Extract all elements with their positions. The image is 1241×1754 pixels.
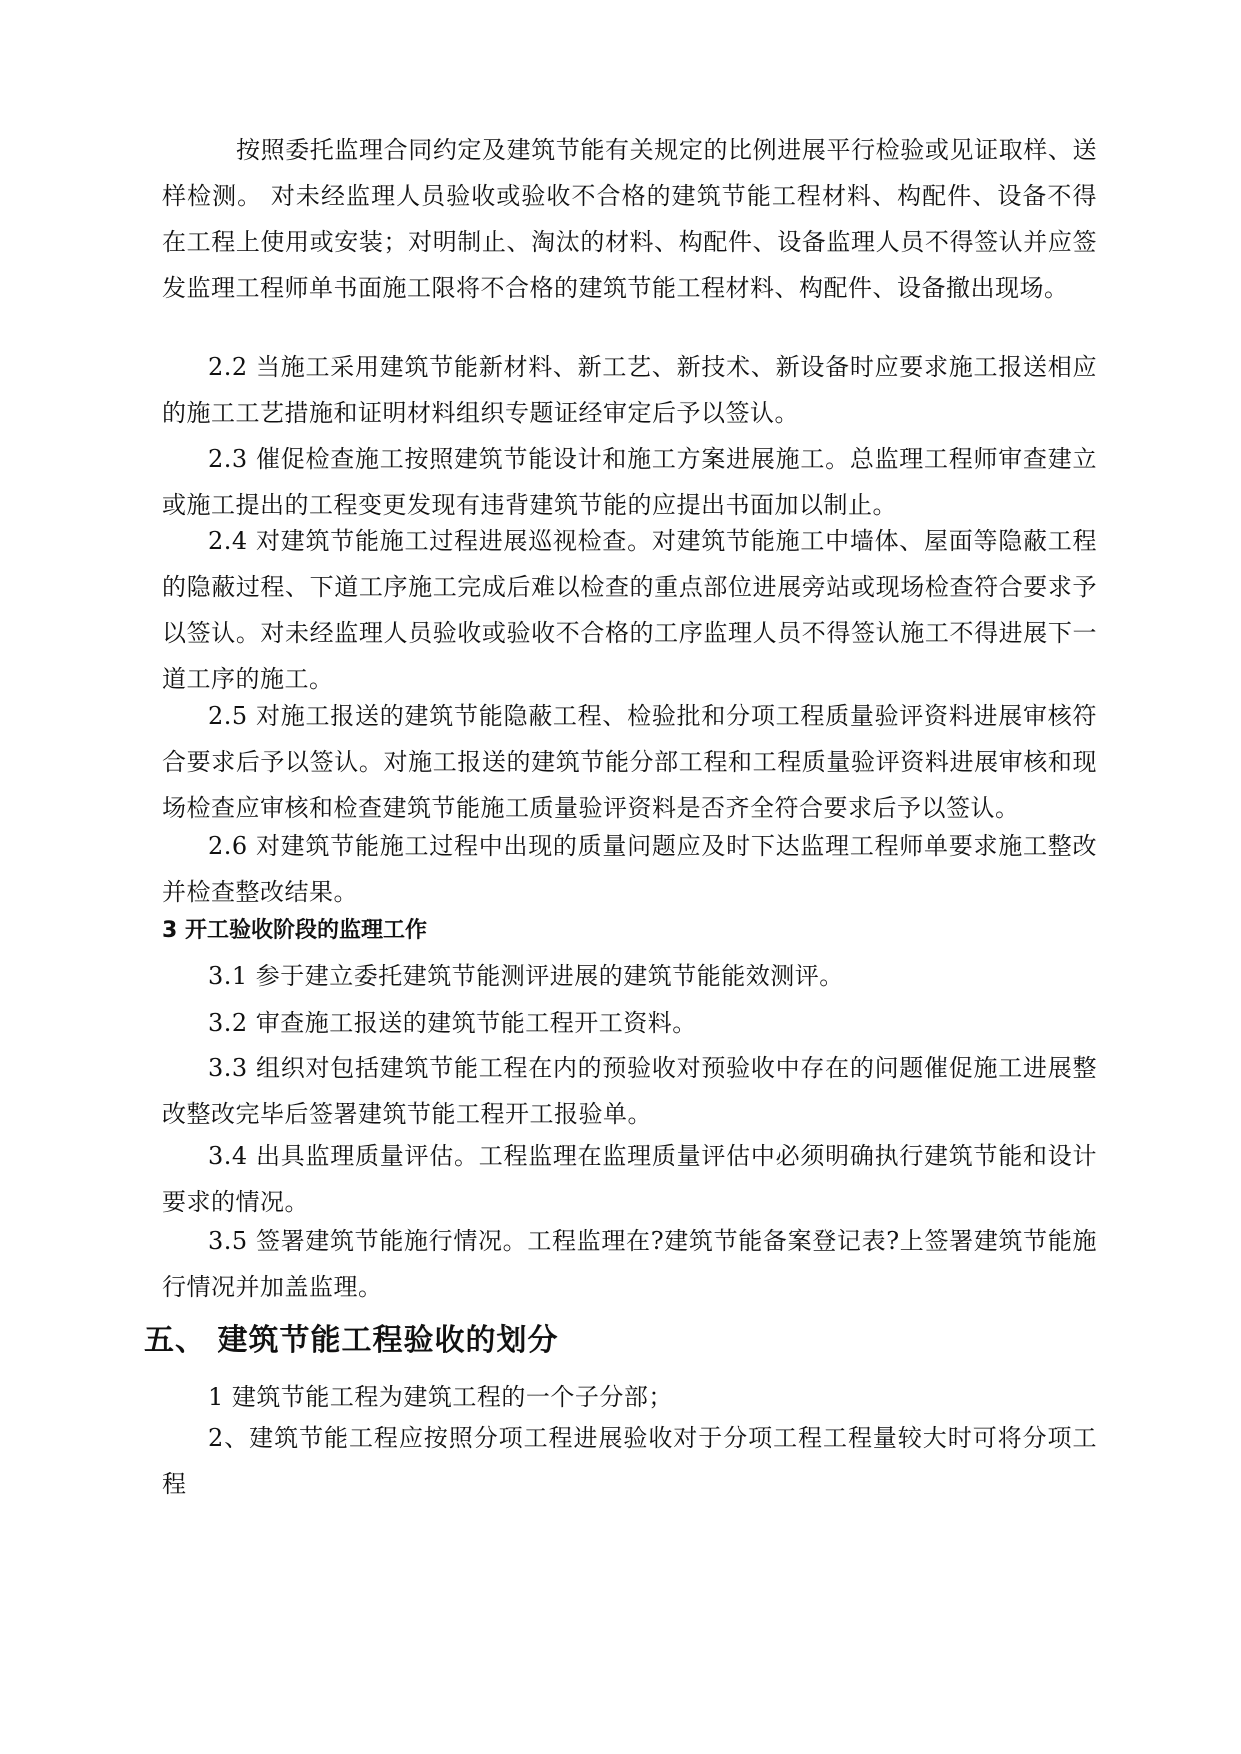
paragraph-3-1: 3.1 参于建立委托建筑节能测评进展的建筑节能能效测评。	[208, 962, 844, 990]
subheading-stage-3: 3 开工验收阶段的监理工作	[162, 918, 427, 943]
paragraph-5-1: 1 建筑节能工程为建筑工程的一个子分部；	[208, 1383, 673, 1411]
paragraph-2-3: 2.3 催促检查施工按照建筑节能设计和施工方案进展施工。总监理工程师审查建立或施工提出的工程变更发现有违背建筑节能的应提出书面加以制止。	[162, 445, 1097, 519]
paragraph-2-4: 2.4 对建筑节能施工过程进展巡视检查。对建筑节能施工中墙体、屋面等隐蔽工程的隐蔽过程、下道工序施工完成后难以检查的重点部位进展旁站或现场检查符合要求予以签认。对未经监理人员验收或验收不合格的工序监理人员不得签认施工不得进展下一道工序的施工。	[162, 527, 1097, 693]
paragraph-3-5: 3.5 签署建筑节能施行情况。工程监理在?建筑节能备案登记表?上签署建筑节能施行情况并加盖监理。	[162, 1227, 1097, 1301]
paragraph-3-2: 3.2 审查施工报送的建筑节能工程开工资料。	[208, 1009, 697, 1037]
paragraph-3-3: 3.3 组织对包括建筑节能工程在内的预验收对预验收中存在的问题催促施工进展整改整改完毕后签署建筑节能工程开工报验单。	[162, 1054, 1097, 1128]
paragraph-2-5: 2.5 对施工报送的建筑节能隐蔽工程、检验批和分项工程质量验评资料进展审核符合要求后予以签认。对施工报送的建筑节能分部工程和工程质量验评资料进展审核和现场检查应审核和检查建筑节能施工质量验评资料是否齐全符合要求后予以签认。	[162, 702, 1097, 822]
section-heading-5: 五、 建筑节能工程验收的划分	[144, 1323, 559, 1358]
paragraph-sampling-inspection: 按照委托监理合同约定及建筑节能有关规定的比例进展平行检验或见证取样、送样检测。 对未经监理人员验收或验收不合格的建筑节能工程材料、构配件、设备不得在工程上使用或安装；对明制止、淘汰的材料、构配件、设备监理人员不得签认并应签发监理工程师单书面施工限将不合格的建筑节能工程材料、构配件、设备撤出现场。	[162, 136, 1097, 302]
paragraph-3-4: 3.4 出具监理质量评估。工程监理在监理质量评估中必须明确执行建筑节能和设计要求的情况。	[162, 1142, 1097, 1216]
paragraph-2-2: 2.2 当施工采用建筑节能新材料、新工艺、新技术、新设备时应要求施工报送相应的施工工艺措施和证明材料组织专题证经审定后予以签认。	[162, 353, 1097, 427]
paragraph-5-2: 2、建筑节能工程应按照分项工程进展验收对于分项工程工程量较大时可将分项工程	[162, 1424, 1097, 1498]
paragraph-2-6: 2.6 对建筑节能施工过程中出现的质量问题应及时下达监理工程师单要求施工整改并检查整改结果。	[162, 832, 1097, 906]
